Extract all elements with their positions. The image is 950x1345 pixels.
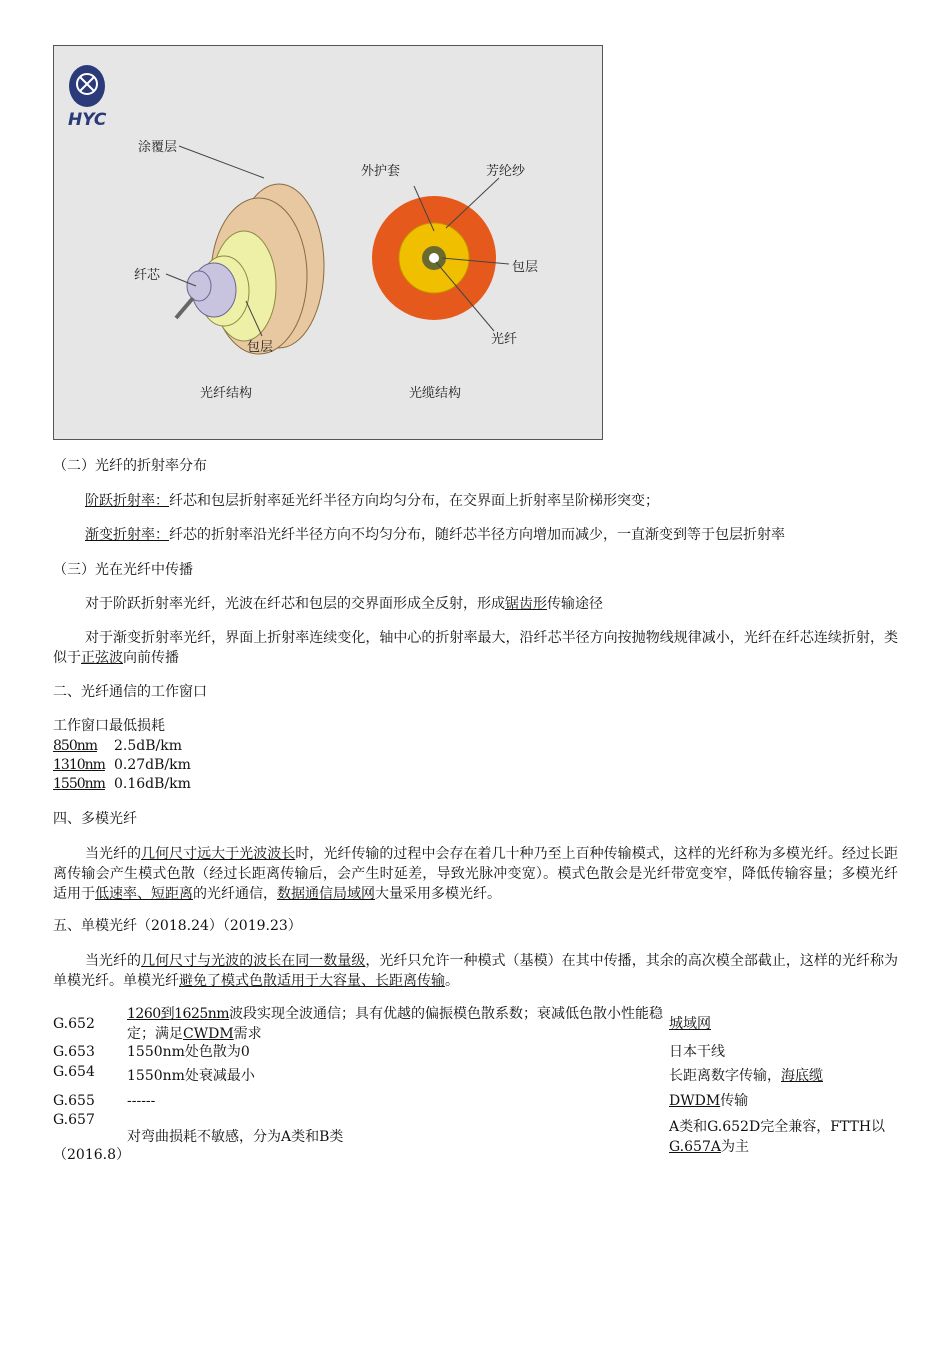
label-core: 纤芯 [134,268,161,283]
underlined-term: 几何尺寸远大于光波波长 [141,846,296,862]
section-heading-propagation: （三）光在光纤中传播 [53,562,193,578]
underlined-term: G.657A [669,1139,721,1155]
text-segment: 需求 [233,1026,262,1042]
figure-drawing [54,46,604,441]
window-loss: 2.5dB/km [114,738,182,754]
g-desc: 对弯曲损耗不敏感，分为A类和B类 [127,1129,344,1145]
logo-text: HYC [68,110,107,130]
windows-table-header: 工作窗口最低损耗 [53,718,165,734]
label-coating: 涂覆层 [138,140,178,155]
singlemode-paragraph [53,951,898,991]
underlined-term: 低速率、短距离 [95,886,193,902]
text-segment: 波段实现全波通信；具有优越的偏振模色散系数；衰减低色散小性能稳定；满足 [127,1006,664,1042]
underlined-term: 城域网 [669,1016,711,1032]
label-cable-cladding: 包层 [512,260,539,275]
underlined-term: DWDM [669,1093,721,1109]
window-wavelength: 1310nm [53,757,105,773]
underlined-term: 海底缆 [781,1068,823,1084]
text-segment: 对于阶跃折射率光纤，光波在纤芯和包层的交界面形成全反射，形成 [85,596,505,612]
graded-index-paragraph [85,525,785,545]
fiber-caption: 光纤结构 [200,386,253,401]
text-segment: 。 [445,973,459,989]
text-segment: 大量采用多模光纤。 [375,886,501,902]
step-index-term: 阶跃折射率： [85,493,169,509]
underlined-term: 避免了模式色散适用于大容量、长距离传输 [179,973,445,989]
label-aramid: 芳纶纱 [486,164,526,179]
text-segment: 当光纤的 [85,846,142,862]
g-code: G.655 [53,1093,95,1109]
propagation-graded-paragraph [53,628,898,668]
underlined-term: 几何尺寸与光波的波长在同一数量级 [141,953,366,969]
g-desc [127,1004,667,1044]
g-use [669,1066,823,1086]
window-loss: 0.16dB/km [114,776,191,792]
text-segment: 向前传播 [123,650,179,666]
label-fiber-cladding: 包层 [247,340,274,355]
text-segment: 时，光纤传输的过程中会存在着几十种乃至上百种传输模式，这样的光纤称为多模光纤。经过长距离传输会产生模式色散（经过长距离传输后，会产生时延差，导致光脉冲变宽）。模式色散会是光纤带宽变窄，降低传输容量；多模光纤适用于 [53,846,899,902]
hyc-logo-icon [69,65,105,107]
text-segment: ，光纤只允许一种模式（基模）在其中传播，其余的高次模全部截止，这样的光纤称为单模光纤。单模光纤 [53,953,899,989]
cable-structure-icon [372,178,509,331]
g-desc: 1550nm处色散为0 [127,1044,250,1060]
g-use: 日本干线 [669,1044,725,1060]
g-use [669,1117,889,1157]
g-code-date: （2016.8） [53,1147,130,1163]
multimode-paragraph [53,844,898,904]
g-desc: ------ [127,1093,156,1109]
g-code: G.654 [53,1064,95,1080]
fiber-cable-figure [53,45,603,440]
g-desc: 1550nm处衰减最小 [127,1068,255,1084]
window-wavelength: 850nm [53,738,98,754]
g-use [669,1091,748,1111]
fiber-structure-icon [166,146,324,354]
graded-index-term: 渐变折射率： [85,527,169,543]
text-segment: 长距离数字传输， [669,1068,781,1084]
g-code: G.652 [53,1016,95,1032]
underlined-term: 数据通信局域网 [277,886,375,902]
propagation-step-paragraph [85,594,603,614]
section-heading-refractive: （二）光纤的折射率分布 [53,458,207,474]
sawtooth-term: 锯齿形 [505,596,547,612]
sine-wave-term: 正弦波 [81,650,123,666]
section-heading-singlemode: 五、单模光纤（2018.24）（2019.23） [53,918,302,934]
label-fiber: 光纤 [491,332,518,347]
window-loss: 0.27dB/km [114,757,191,773]
window-wavelength: 1550nm [53,776,105,792]
underlined-term: 1260到1625nm [127,1006,230,1022]
section-heading-windows: 二、光纤通信的工作窗口 [53,684,207,700]
g-use [669,1014,711,1034]
underlined-term: CWDM [183,1026,234,1042]
section-heading-multimode: 四、多模光纤 [53,811,137,827]
label-jacket: 外护套 [361,164,401,179]
text-segment: 的光纤通信， [193,886,277,902]
g-code: G.653 [53,1044,95,1060]
text-segment: 为主 [720,1139,749,1155]
g-code: G.657 [53,1112,95,1128]
text-segment: 对于渐变折射率光纤，界面上折射率连续变化，轴中心的折射率最大，沿纤芯半径方向按抛物线规律减小，光纤在纤芯连续折射，类似于 [53,630,898,666]
cable-caption: 光缆结构 [409,386,462,401]
text-segment: 当光纤的 [85,953,142,969]
graded-index-text: 纤芯的折射率沿光纤半径方向不均匀分布，随纤芯半径方向增加而减少，一直渐变到等于包层折射率 [169,527,785,543]
text-segment: A类和G.652D完全兼容，FTTH以 [669,1119,886,1135]
text-segment: 传输途径 [547,596,603,612]
text-segment: 传输 [720,1093,749,1109]
step-index-text: 纤芯和包层折射率延光纤半径方向均匀分布，在交界面上折射率呈阶梯形突变； [169,493,659,509]
step-index-paragraph [85,491,659,511]
